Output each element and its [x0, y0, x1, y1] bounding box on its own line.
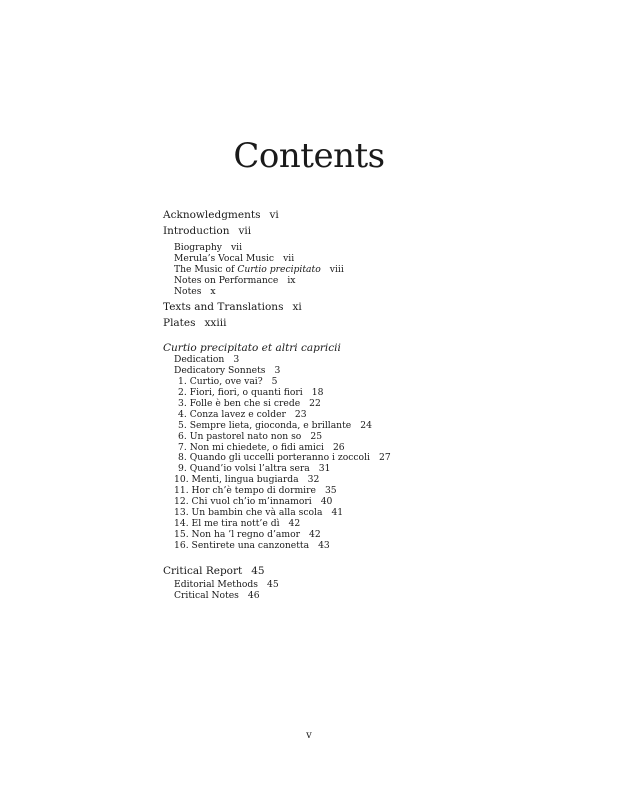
piece-number: 11.: [174, 485, 189, 497]
piece-title: Quando gli uccelli porteranno i zoccoli: [189, 452, 370, 464]
piece-number: 10.: [174, 474, 189, 486]
toc-page-number: xxiii: [204, 317, 227, 330]
piece-number: 13.: [174, 506, 189, 518]
toc-piece[interactable]: [163, 541, 583, 552]
piece-number: 15.: [174, 528, 189, 540]
toc-collection-heading: [163, 341, 583, 355]
piece-title: El me tira nott’e dì: [191, 517, 280, 529]
toc-entry-label: Introduction: [163, 225, 230, 237]
toc-subentry-notes[interactable]: [163, 287, 583, 298]
piece-title: Non ha ’l regno d’amor: [191, 528, 301, 540]
toc-page-number: 31: [318, 463, 331, 475]
toc-page-number: vi: [269, 209, 279, 221]
toc-page-number: vii: [230, 242, 243, 253]
toc-page-number: 46: [247, 590, 260, 602]
piece-title: Sentirete una canzonetta: [191, 539, 310, 551]
piece-title: Un pastorel nato non so: [189, 430, 302, 442]
piece-title: Chi vuol ch’io m’innamori: [191, 496, 312, 508]
piece-title: Conza lavez e colder: [189, 408, 286, 420]
toc-entry-label-prefix: The Music of: [174, 263, 238, 275]
toc-subentry-critical-notes[interactable]: [163, 591, 583, 602]
piece-number: 5.: [178, 419, 187, 431]
toc-entry-critical-report[interactable]: [163, 564, 583, 578]
piece-title: Sempre lieta, gioconda, e brillante: [189, 419, 352, 431]
toc-page-number: 42: [288, 517, 301, 529]
toc-entry-label: Notes on Performance: [174, 274, 279, 286]
toc-entry-plates[interactable]: [163, 316, 583, 330]
toc-subentry-performance[interactable]: [163, 276, 583, 287]
piece-title: Curtio, ove vai?: [189, 376, 263, 388]
piece-number: 3.: [178, 398, 187, 410]
toc-entry-label: Biography: [174, 242, 222, 253]
piece-title: Hor ch’è tempo di dormire: [191, 485, 316, 497]
toc-entry-label: Notes: [174, 285, 202, 297]
toc-page-number: 32: [307, 474, 320, 486]
toc-page-number: 5: [271, 376, 278, 388]
piece-number: 9.: [178, 463, 187, 475]
page-title: Contents: [233, 136, 385, 176]
toc-page-number: 3: [274, 365, 281, 377]
toc-entry-label: Editorial Methods: [174, 579, 258, 591]
toc-page-number: 26: [332, 441, 345, 453]
toc-entry-acknowledgments[interactable]: [163, 208, 583, 222]
toc-entry-label: Critical Report: [163, 565, 243, 578]
toc-entry-texts-translations[interactable]: [163, 300, 583, 314]
toc-page-number: 41: [331, 506, 344, 518]
piece-number: 16.: [174, 539, 189, 551]
toc-page-number: 24: [360, 419, 372, 431]
toc-page-number: 43: [318, 539, 330, 551]
toc-page-number: vii: [238, 225, 252, 237]
toc-entry-label-italic: Curtio precipitato: [237, 263, 321, 275]
piece-title: Menti, lingua bugiarda: [191, 474, 299, 486]
toc-page-number: 45: [251, 565, 265, 578]
toc-entry-label: Critical Notes: [174, 590, 239, 602]
toc-entry-label: Texts and Translations: [163, 301, 284, 314]
toc-entry-label: Curtio precipitato et altri capricii: [163, 342, 341, 355]
toc-page-number: 35: [324, 485, 337, 497]
toc-page-number: ix: [287, 274, 296, 286]
collection-subentries: [163, 355, 583, 551]
critical-report-subentries: [163, 580, 583, 602]
piece-title: Folle è ben che si crede: [189, 398, 301, 410]
toc-page-number: viii: [329, 263, 344, 275]
piece-number: 1.: [178, 376, 187, 388]
toc-page-number: 22: [309, 398, 321, 410]
toc-page-number: 3: [233, 354, 240, 366]
toc-page-number: 23: [294, 408, 307, 420]
toc-entry-label: Plates: [163, 317, 196, 330]
toc-entry-label: Dedicatory Sonnets: [174, 365, 266, 377]
toc-page-number: x: [210, 285, 216, 297]
toc-page-number: 42: [309, 528, 321, 540]
toc-page-number: 25: [310, 430, 323, 442]
toc-page-number: vii: [283, 252, 295, 264]
toc-entry-introduction[interactable]: [163, 224, 583, 238]
piece-title: Non mi chiedete, o fidi amici: [189, 441, 324, 453]
toc-page-number: xi: [292, 301, 302, 314]
toc-page-number: 27: [378, 452, 391, 464]
toc-page-number: 45: [267, 579, 279, 591]
piece-title: Fiori, fiori, o quanti fiori: [189, 387, 303, 399]
toc-entry-label: Acknowledgments: [163, 209, 261, 221]
introduction-subentries: [163, 243, 583, 297]
piece-number: 6.: [178, 430, 187, 442]
piece-number: 4.: [178, 408, 187, 420]
table-of-contents: [163, 208, 583, 602]
piece-title: Un bambin che và alla scola: [191, 506, 323, 518]
toc-entry-label: Merula’s Vocal Music: [174, 252, 275, 264]
toc-page-number: 40: [320, 496, 333, 508]
piece-number: 2.: [178, 387, 187, 399]
toc-page-number: 18: [311, 387, 324, 399]
piece-number: 14.: [174, 517, 189, 529]
page-number: v: [306, 730, 312, 741]
toc-entry-label: Dedication: [174, 354, 225, 366]
piece-number: 7.: [178, 441, 187, 453]
piece-number: 8.: [178, 452, 187, 464]
piece-number: 12.: [174, 496, 189, 508]
piece-title: Quand’io volsi l’altra sera: [189, 463, 310, 475]
